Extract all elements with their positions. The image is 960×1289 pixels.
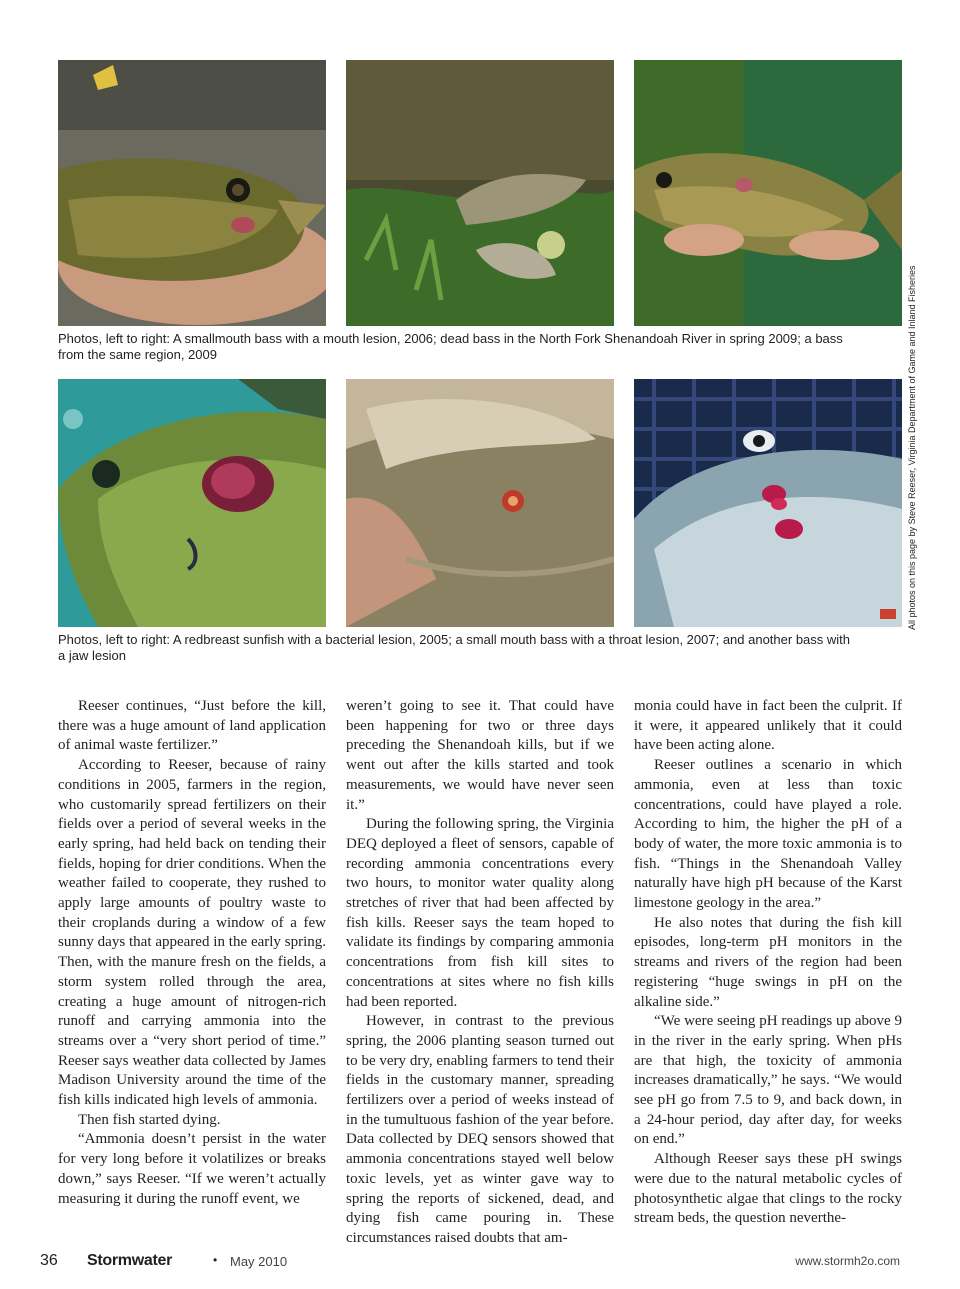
text-column-1 xyxy=(58,697,326,1209)
paragraph: Reeser outlines a scenario in which ammonia, even at less than toxic concentrations, could have played a role. According to him, the higher the pH of a body of water, the more toxic ammonia is to fish. “Things in the Shenandoah Valley naturally have high pH because of the Karst limestone geology in the area.” xyxy=(634,757,902,912)
paragraph: Reeser continues, “Just before the kill, there was a huge amount of land application of animal waste fertilizer.” xyxy=(58,698,326,754)
website-link[interactable]: www.stormh2o.com xyxy=(795,1254,900,1268)
photo-redbreast-sunfish-lesion xyxy=(58,379,326,627)
text-column-3 xyxy=(634,697,902,1229)
caption-top-photos: Photos, left to right: A smallmouth bass with a mouth lesion, 2006; dead bass in the North Fork Shenandoah River in spring 2009; a bass from the same region, 2009 xyxy=(58,331,843,362)
paragraph: However, in contrast to the previous spring, the 2006 planting season turned out to be very dry, enabling farmers to tend their fields in the customary manner, spreading fertilizers over a period of weeks instead of in the tumultuous fashion of the year before. Data collected by DEQ sensors showed that ammonia concentrations stayed well below toxic levels, yet as winter gave way to spring the reports of sickened, dead, and dying fish came pouring in. These circumstances raised doubts that am- xyxy=(346,1013,614,1246)
photo-bass-same-region xyxy=(634,60,902,326)
paragraph: Then fish started dying. xyxy=(78,1111,221,1128)
paragraph: “We were seeing pH readings up above 9 in the river in the early spring. When pHs are that high, the toxicity of ammonia increases dramatically,” he says. “We would see pH go from 7.5 to 9, and back down, in a 24-hour period, day after day, for weeks on end.” xyxy=(634,1013,902,1148)
footer-bullet: • xyxy=(213,1253,218,1267)
photo-dead-bass-north-fork xyxy=(346,60,614,326)
issue-date: May 2010 xyxy=(230,1254,288,1269)
paragraph: He also notes that during the fish kill episodes, long-term pH monitors in the streams and rivers of the region had been registering “huge swings in pH on the alkaline side.” xyxy=(634,914,902,1010)
paragraph-continued: monia could have in fact been the culprit. If it were, it appeared unlikely that it could have been acting alone. xyxy=(634,698,902,754)
paragraph: According to Reeser, because of rainy conditions in 2005, farmers in the region, who customarily spread fertilizers on their fields over a period of several weeks in the early spring, had held back on tending their fields, hoping for drier conditions. When the weather failed to cooperate, they rushed to apply large amounts of poultry waste to their croplands during a window of a few sunny days that appeared in the early spring. Then, with the manure fresh on the fields, a storm system rolled through the area, creating a huge amount of nitrogen-rich runoff and carrying ammonia into the streams over a “very short period of time.” Reeser says weather data collected by James Madison University around the time of the fish kills indicated high levels of ammonia. xyxy=(58,757,326,1109)
paragraph-continued: weren’t going to see it. That could have been happening for two or three days preceding the Shenandoah kills, but if we went out after the kills started and took measurements, we would have never seen it.” xyxy=(346,698,614,813)
paragraph: “Ammonia doesn’t persist in the water for very long before it volatilizes or breaks down,” says Reeser. “If we weren’t actually measuring it during the runoff event, we xyxy=(58,1131,326,1207)
caption-bottom-photos: Photos, left to right: A redbreast sunfish with a bacterial lesion, 2005; a small mouth bass with a throat lesion, 2007; and another bass with a jaw lesion xyxy=(58,632,851,663)
page-footer xyxy=(40,1252,900,1272)
magazine-name: Stormwater xyxy=(87,1252,173,1269)
photo-credit: All photos on this page by Steve Reeser, Virginia Department of Game and Inland Fisheries xyxy=(907,265,917,630)
photo-bass-jaw-lesion xyxy=(634,379,902,627)
page-number: 36 xyxy=(40,1252,58,1269)
photo-smallmouth-bass-mouth-lesion xyxy=(58,60,326,326)
photo-smallmouth-bass-throat-lesion xyxy=(346,379,614,627)
text-column-2 xyxy=(346,697,614,1249)
paragraph: Although Reeser says these pH swings were due to the natural metabolic cycles of photosynthetic algae that clings to the rocky stream beds, the question neverthe- xyxy=(634,1151,902,1227)
paragraph: During the following spring, the Virginia DEQ deployed a fleet of sensors, capable of recording ammonia concentrations every two hours, to monitor water quality along stretches of river that had been affected by fish kills. Reeser says the team hoped to validate its findings by comparing ammonia concentrations from fish kill sites to concentrations at sites where no fish kills had been reported. xyxy=(346,816,614,1010)
